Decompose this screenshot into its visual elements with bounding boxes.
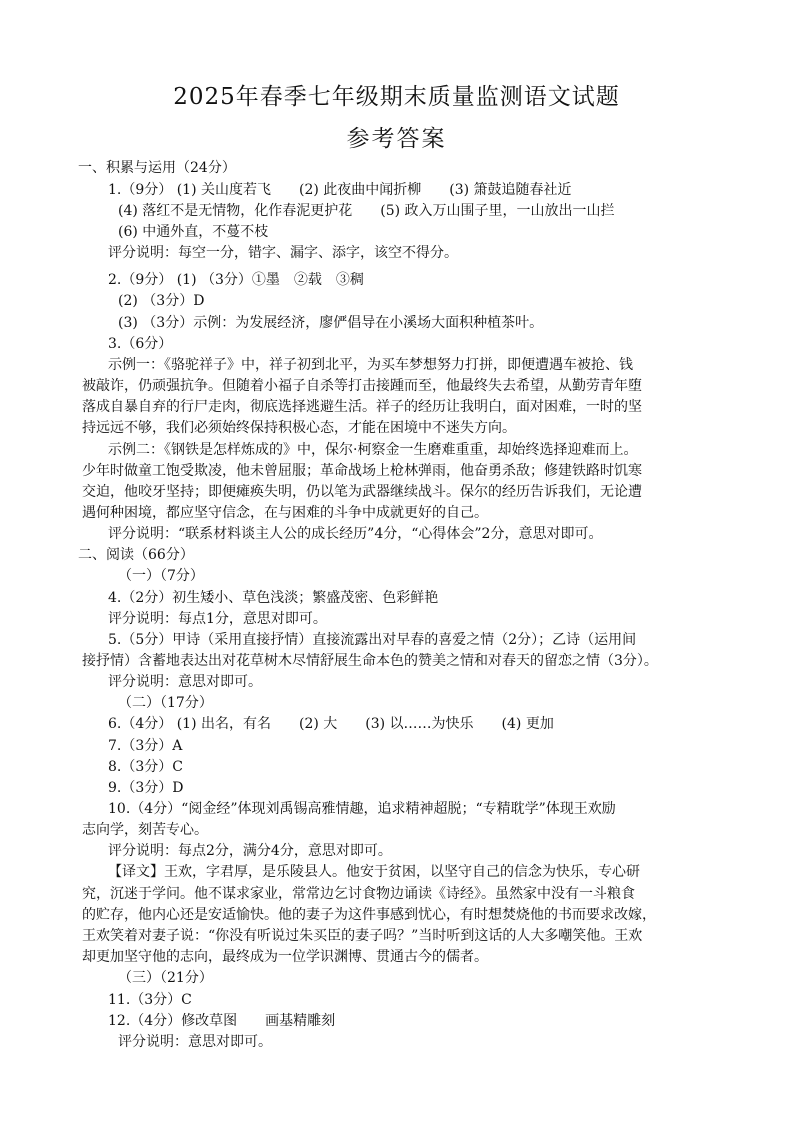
paragraph-line: 示例一：《骆驼祥子》中，祥子初到北平，为买车梦想努力打拼，即便遭遇车被抢、钱	[108, 357, 633, 373]
paragraph-line: 遇何种困境，都应坚守信念，在与困难的斗争中成就更好的自己。	[82, 505, 488, 521]
answer-line: 志向学，刻苦专心。	[82, 822, 208, 838]
page-title: 2025年春季七年级期末质量监测语文试题	[173, 84, 620, 110]
paragraph-line: 交迫，他咬牙坚持；即便瘫痪失明，仍以笔为武器继续战斗。保尔的经历告诉我们，无论遭	[82, 484, 642, 500]
answer-line: 5.（5分）甲诗（采用直接抒情）直接流露出对早春的喜爱之情（2分）；乙诗（运用间	[108, 632, 637, 648]
answer-line: 3.（6分）	[108, 336, 173, 352]
scoring-note: 评分说明：每空一分，错字、漏字、添字，该空不得分。	[108, 245, 458, 261]
scoring-note: 评分说明：每点1分，意思对即可。	[108, 611, 327, 627]
paragraph-line: 示例二：《钢铁是怎样炼成的》中，保尔·柯察金一生磨难重重，却始终选择迎难而上。	[108, 442, 638, 458]
paragraph-line: 被敲诈，仍顽强抗争。但随着小福子自杀等打击接踵而至，他最终失去希望，从勤劳青年堕	[82, 378, 642, 394]
subsection-heading: （三）（21分）	[118, 970, 213, 986]
answer-line: 11.（3分）C	[108, 992, 192, 1008]
section-heading: 一、积累与运用（24分）	[78, 160, 236, 176]
answer-line: 7.（3分）A	[108, 738, 183, 754]
translation-line: 王欢笑着对妻子说：“你没有听说过朱买臣的妻子吗？”当时听到这话的人大多嘲笑他。王欢	[82, 928, 643, 944]
answer-line: 1.（9分） (1) 关山度若飞 (2) 此夜曲中闻折柳 (3) 箫鼓追随春社近	[108, 182, 572, 198]
translation-line: 【译文】王欢，字君厚，是乐陵县人。他安于贫困，以坚守自己的信念为快乐，专心研	[108, 864, 640, 880]
subsection-heading: （二）（17分）	[118, 695, 213, 711]
answer-line: 6.（4分） (1) 出名，有名 (2) 大 (3) 以……为快乐 (4) 更加	[108, 716, 554, 732]
paragraph-line: 持远远不够，我们必须始终保持积极心态，才能在困境中不迷失方向。	[82, 420, 516, 436]
answer-line: 8.（3分）C	[108, 759, 183, 775]
answer-line: 10.（4分）“阅金经”体现刘禹锡高雅情趣，追求精神超脱；“专精耽学”体现王欢励	[108, 801, 616, 817]
answer-line: 4.（2分）初生矮小、草色浅淡；繁盛茂密、色彩鲜艳	[108, 590, 439, 606]
translation-line: 究，沉迷于学问。他不谋求家业，常常边乞讨食物边诵读《诗经》。虽然家中没有一斗粮食	[82, 886, 635, 902]
paragraph-line: 落成自暴自弃的行尸走肉，彻底选择逃避生活。祥子的经历让我明白，面对困难，一时的坚	[82, 399, 642, 415]
scoring-note: 评分说明：每点2分，满分4分，意思对即可。	[108, 843, 392, 859]
section-heading: 二、阅读（66分）	[78, 547, 194, 563]
answer-line: (6) 中通外直，不蔓不枝	[118, 224, 269, 240]
answer-line: (4) 落红不是无情物，化作春泥更护花 (5) 政入万山围子里，一山放出一山拦	[118, 203, 615, 219]
answer-line: 9.（3分）D	[108, 780, 184, 796]
answer-line: 接抒情）含蓄地表达出对花草树木尽情舒展生命本色的赞美之情和对春天的留恋之情（3分）。	[82, 653, 658, 669]
scoring-note: 评分说明：“联系材料谈主人公的成长经历”4分，“心得体会”2分，意思对即可。	[108, 526, 603, 542]
answer-line: (2) （3分）D	[118, 293, 205, 309]
paragraph-line: 少年时做童工饱受欺凌，他未曾屈服；革命战场上枪林弹雨，他奋勇杀敌；修建铁路时饥寒	[82, 463, 642, 479]
answer-line: 2.（9分） (1) （3分）①墨 ②载 ③稠	[108, 272, 364, 288]
scoring-note: 评分说明：意思对即可。	[118, 1034, 272, 1050]
page-subtitle: 参考答案	[346, 126, 447, 152]
answer-line: 12.（4分）修改草图 画基精雕刻	[108, 1013, 336, 1029]
subsection-heading: （一）（7分）	[118, 568, 204, 584]
translation-line: 的贮存，他内心还是安适愉快。他的妻子为这件事感到忧心，有时想焚烧他的书而要求改嫁，	[82, 907, 656, 923]
translation-line: 却更加坚守他的志向，最终成为一位学识渊博、贯通古今的儒者。	[82, 949, 488, 965]
scoring-note: 评分说明：意思对即可。	[108, 674, 262, 690]
answer-line: (3) （3分）示例：为发展经济，廖俨倡导在小溪场大面积种植茶叶。	[118, 315, 544, 331]
